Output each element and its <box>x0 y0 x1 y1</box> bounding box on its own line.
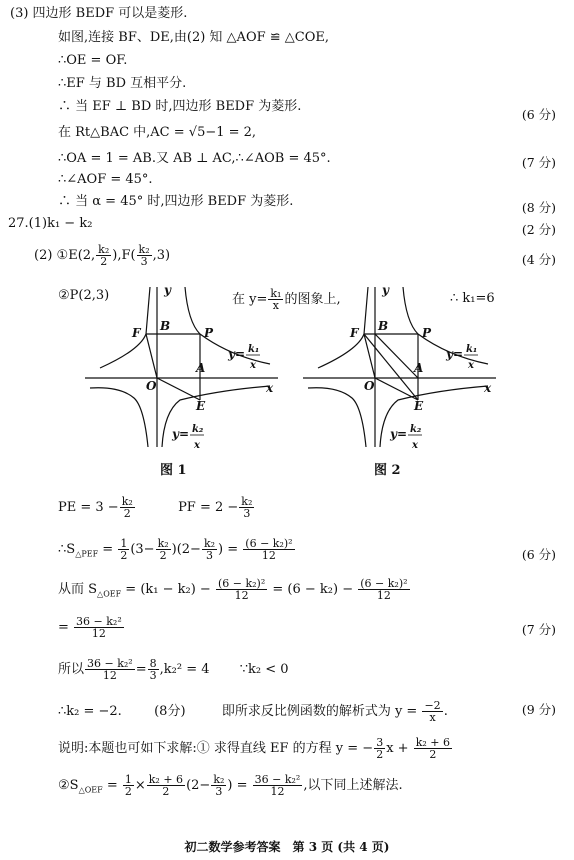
label-e: E <box>196 399 206 413</box>
fraction: $\frac{\text{(6 − k₂)²}}{12}$ <box>217 577 266 602</box>
line-k1-value: ∴ k₁=6 <box>450 291 495 306</box>
segment-oe <box>375 378 418 400</box>
line-connect-bf-de: 如图,连接 BF、DE,由(2) 知 △AOF ≌ △COE, <box>58 30 330 45</box>
line-area-pef <box>58 538 296 563</box>
text: 在 y= <box>232 292 268 307</box>
text: 说明:本题也可如下求解:① 求得直线 EF 的方程 y = − <box>58 741 374 756</box>
text-subscript: △PEF <box>75 549 99 559</box>
fraction: $\frac{8}{3}$ <box>149 657 157 682</box>
text: 从而 S <box>58 582 98 597</box>
score: (7 分) <box>521 622 556 637</box>
label-p: P <box>204 326 214 340</box>
label-x-denom: x <box>412 440 418 451</box>
score: (7 分) <box>521 155 556 170</box>
label-a: A <box>414 361 424 375</box>
line-pe-pf <box>58 496 255 519</box>
segment-fo <box>146 334 157 378</box>
figure-1-caption: 图 1 <box>160 463 187 478</box>
text: = <box>135 662 147 677</box>
fraction: $\frac{\text{k₂}}{2}$ <box>121 495 133 520</box>
label-f: F <box>350 326 359 340</box>
label-b: B <box>160 319 171 333</box>
label-y: y <box>382 283 389 297</box>
text: = <box>106 778 118 793</box>
label-a: A <box>196 361 206 375</box>
fraction: $\frac{3}{2}$ <box>376 736 384 761</box>
text-pe: PE = 3 − <box>58 500 119 515</box>
text: = <box>102 542 114 557</box>
text: ,3) <box>152 248 171 263</box>
fraction: $\frac{\text{k₂}}{2}$ <box>157 537 169 562</box>
label-y-eq: y= <box>390 427 408 441</box>
line-bisect: ∴EF 与 BD 互相平分. <box>58 76 187 91</box>
text: x + <box>386 741 409 756</box>
figure-1 <box>80 282 280 452</box>
text-subscript: △OEF <box>97 589 122 599</box>
fraction: $\frac{\text{k₂}}{2}$ <box>98 243 110 268</box>
line-solve-k2 <box>58 658 289 681</box>
label-o: O <box>146 379 157 393</box>
score: (4 分) <box>521 252 556 267</box>
line-note-line-ef <box>58 737 453 760</box>
fraction: $\frac{\text{(6 − k₂)²}}{12}$ <box>360 577 408 602</box>
line-part3-title: (3) 四边形 BEDF 可以是菱形. <box>10 6 188 21</box>
score: (6 分) <box>521 547 556 562</box>
fraction: $\frac{\text{36 − k₂²}}{12}$ <box>87 657 133 682</box>
text: (2− <box>186 778 211 793</box>
line-k2-result: ∴k₂ = −2. (8分) 即所求反比例函数的解析式为 y = $\frac{-2}{x}$ . <box>58 699 448 724</box>
hyperbola-k2-branch-left <box>318 287 368 368</box>
label-e: E <box>414 399 424 413</box>
label-x: x <box>266 381 274 395</box>
label-k2: k₂ <box>192 424 204 435</box>
text: = (6 − k₂) − <box>272 582 354 597</box>
label-x: x <box>484 381 492 395</box>
label-y-eq: y= <box>172 427 190 441</box>
label-x-denom: x <box>250 360 256 371</box>
text-subscript: △OEF <box>78 785 103 795</box>
label-p: P <box>422 326 432 340</box>
score: (8 分) <box>521 200 556 215</box>
text: ∵k₂ < 0 <box>239 662 289 677</box>
text: ,k₂² = 4 <box>159 662 210 677</box>
text: ) = <box>218 542 239 557</box>
fraction: $\frac{\text{k₂ + 6}}{2}$ <box>148 773 184 798</box>
text: )(2− <box>171 542 201 557</box>
fraction: $\frac{\text{k₂ + 6}}{2}$ <box>415 736 450 761</box>
text-e-coord: (2) ①E(2, <box>34 248 96 263</box>
text: 的图象上, <box>284 292 341 307</box>
text: = (k₁ − k₂) − <box>125 582 211 597</box>
label-k2: k₂ <box>410 424 422 435</box>
line-oa-ab: ∴OA = 1 = AB.又 AB ⊥ AC,∴∠AOB = 45°. <box>58 151 331 166</box>
text: ②S <box>58 778 79 793</box>
text: = <box>58 620 69 635</box>
label-o: O <box>364 379 375 393</box>
hyperbola-k2-branch-left <box>100 287 150 368</box>
text-p-coord: ②P(2,3) <box>58 288 110 303</box>
text-f-coord: ),F( <box>112 248 136 263</box>
text: 所以 <box>58 662 85 677</box>
line-alpha-45: ∴ 当 α = 45° 时,四边形 BEDF 为菱形. <box>58 194 294 209</box>
label-k1: k₁ <box>466 344 478 355</box>
line-area-result <box>58 616 125 639</box>
line-rhombus-condition: ∴ 当 EF ⊥ BD 时,四边形 BEDF 为菱形. <box>58 99 302 114</box>
text-score-inline: (8分) <box>154 704 186 719</box>
text: ) = <box>227 778 248 793</box>
fraction: $\frac{-2}{x}$ <box>424 699 441 724</box>
label-f: F <box>132 326 141 340</box>
text: ,以下同上述解法. <box>303 778 403 793</box>
text: × <box>134 778 146 793</box>
label-y-eq: y= <box>446 347 464 361</box>
score: (2 分) <box>521 222 556 237</box>
fraction: $\frac{\text{k₂}}{3}$ <box>138 243 150 268</box>
figure-2 <box>298 282 498 452</box>
text: ∴k₂ = −2. <box>58 704 122 719</box>
fraction: $\frac{\text{k₂}}{3}$ <box>203 537 216 562</box>
hyperbola-k1-branch-lower <box>308 388 366 447</box>
text: (3− <box>130 542 155 557</box>
fraction: $\frac{1}{2}$ <box>124 773 132 798</box>
fraction: $\frac{\text{k₁}}{x}$ <box>270 287 282 312</box>
label-x-denom: x <box>194 440 200 451</box>
line-area-oef <box>58 578 411 603</box>
fraction: $\frac{1}{2}$ <box>120 537 128 562</box>
label-y-eq: y= <box>228 347 246 361</box>
line-rt-bac: 在 Rt△BAC 中,AC = √5−1 = 2, <box>58 125 257 140</box>
segment-oe <box>157 378 200 400</box>
fraction: $\frac{\text{k₂}}{3}$ <box>241 495 253 520</box>
fraction: $\frac{\text{k₂}}{3}$ <box>213 773 225 798</box>
line-aof: ∴∠AOF = 45°. <box>58 172 153 187</box>
hyperbola-k1-branch-lower <box>90 388 148 447</box>
figure-2-caption: 图 2 <box>374 463 401 478</box>
fraction: $\frac{\text{36 − k₂²}}{12}$ <box>254 773 301 798</box>
text: ∴S <box>58 542 76 557</box>
line-q27-part1: 27.(1)k₁ − k₂ <box>8 216 93 231</box>
page-footer: 初二数学参考答案 第 3 页 (共 4 页) <box>184 840 390 854</box>
line-q27-part2-coords <box>34 244 170 267</box>
score: (9 分) <box>521 702 556 717</box>
line-oe-of: ∴OE = OF. <box>58 53 128 68</box>
label-k1: k₁ <box>248 344 260 355</box>
line-note-area <box>58 774 403 799</box>
text: 即所求反比例函数的解析式为 y = <box>221 704 418 719</box>
label-x-denom: x <box>468 360 474 371</box>
label-b: B <box>378 319 389 333</box>
text-pf: PF = 2 − <box>178 500 239 515</box>
fraction: $\frac{\text{36 − k₂²}}{12}$ <box>76 615 122 640</box>
label-y: y <box>164 283 171 297</box>
fraction: $\frac{\text{(6 − k₂)²}}{12}$ <box>245 537 293 562</box>
score: (6 分) <box>521 107 556 122</box>
